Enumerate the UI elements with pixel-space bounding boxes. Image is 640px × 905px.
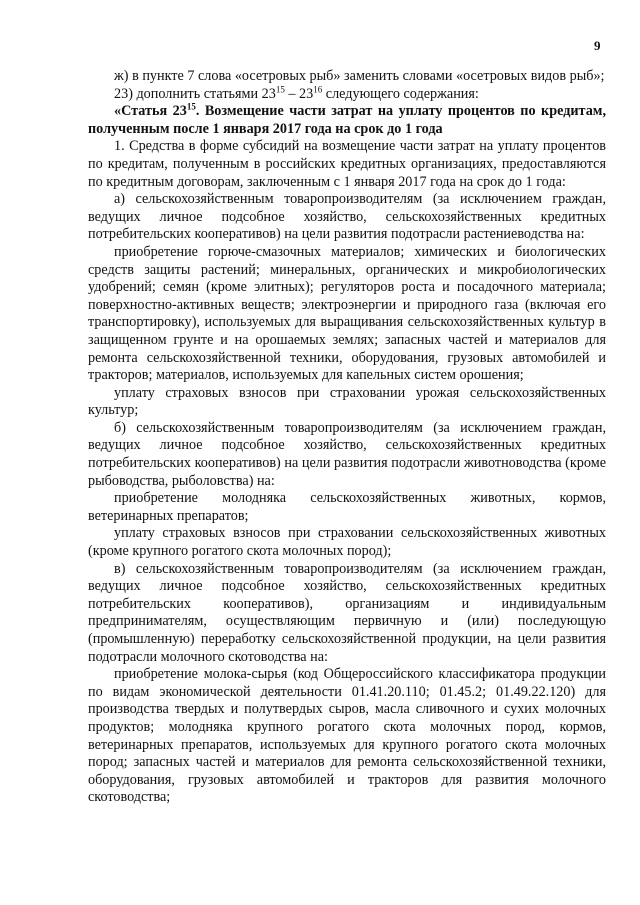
paragraph-add-articles: 23) дополнить статьями $23^{15} - 23^{16}$ следующего содержания: bbox=[114, 83, 479, 102]
paragraph-crop-purchases: приобретение горюче-смазочных материалов; химических и биологических средств защиты растений; минеральных, органических и микробиологических удобрений; семян (кроме элитных); регуляторов роста и посадочного материала; поверхностно-активных веществ; электроэнергии и природного газа (включая его транспортировку), используемых для выращивания сельскохозяйственных культур в защищенном грунте и на орошаемых землях; запасных частей и материалов для ремонта сельскохозяйственной техники, оборудования, грузовых автомобилей и тракторов; материалов, используемых для капельных систем орошения; bbox=[88, 243, 606, 384]
paragraph-subclause-v: в) сельскохозяйственным товаропроизводителям (за исключением граждан, ведущих личное подсобное хозяйство, сельскохозяйственных кредитных потребительских кооперативов), организациям и индивидуальным предпринимателям, осуществляющим первичную и (или) последующую (промышленную) переработку сельскохозяйственной продукции, на цели развития подотрасли молочного скотоводства на: bbox=[88, 560, 606, 665]
paragraph-livestock-purchases: приобретение молодняка сельскохозяйственных животных, кормов, ветеринарных препаратов; bbox=[88, 490, 606, 524]
paragraph-crop-insurance: уплату страховых взносов при страховании урожая сельскохозяйственных культур; bbox=[88, 384, 606, 419]
paragraph-amend-item-7: ж) в пункте 7 слова «осетровых рыб» заменить словами «осетровых видов рыб»; bbox=[114, 68, 605, 84]
paragraph-dairy-purchases: приобретение молока-сырья (код Общероссийского классификатора продукции по видам экономической деятельности 01.41.20.110; 01.45.2; 01.49.22.120) для производства твердых и полутвердых сыров, масла сливочного и сухих молочных продуктов; молодняка крупного рогатого скота молочных пород, кормов, ветеринарных препаратов, используемых для крупного рогатого скота молочных пород; запасных частей и материалов для ремонта сельскохозяйственной техники, оборудования, грузовых автомобилей и тракторов для развития молочного скотоводства; bbox=[88, 666, 606, 806]
document-body bbox=[88, 68, 606, 807]
paragraph-subclause-a: а) сельскохозяйственным товаропроизводителям (за исключением граждан, ведущих личное подсобное хозяйство, сельскохозяйственных кредитных потребительских кооперативов) на цели развития подотрасли растениеводства на: bbox=[88, 191, 606, 243]
paragraph-subclause-b: б) сельскохозяйственным товаропроизводителям (за исключением граждан, ведущих личное подсобное хозяйство, сельскохозяйственных кредитных потребительских кооперативов) на цели развития подотрасли животноводства (кроме рыбоводства, рыболовства) на: bbox=[88, 419, 606, 489]
paragraph-clause-1: 1. Средства в форме субсидий на возмещение части затрат на уплату процентов по кредитам, полученным в российских кредитных организациях, предоставляются по кредитным договорам, заключенным с 1 января 2017 года на срок до 1 года: bbox=[88, 138, 606, 190]
article-heading: «Статья $23^{15}$. Возмещение части затрат на уплату процентов по кредитам, полученным после 1 января 2017 года на срок до 1 года bbox=[88, 101, 606, 137]
page-number: 9 bbox=[594, 38, 601, 53]
paragraph-livestock-insurance: уплату страховых взносов при страховании сельскохозяйственных животных (кроме крупного рогатого скота молочных пород); bbox=[88, 525, 606, 560]
